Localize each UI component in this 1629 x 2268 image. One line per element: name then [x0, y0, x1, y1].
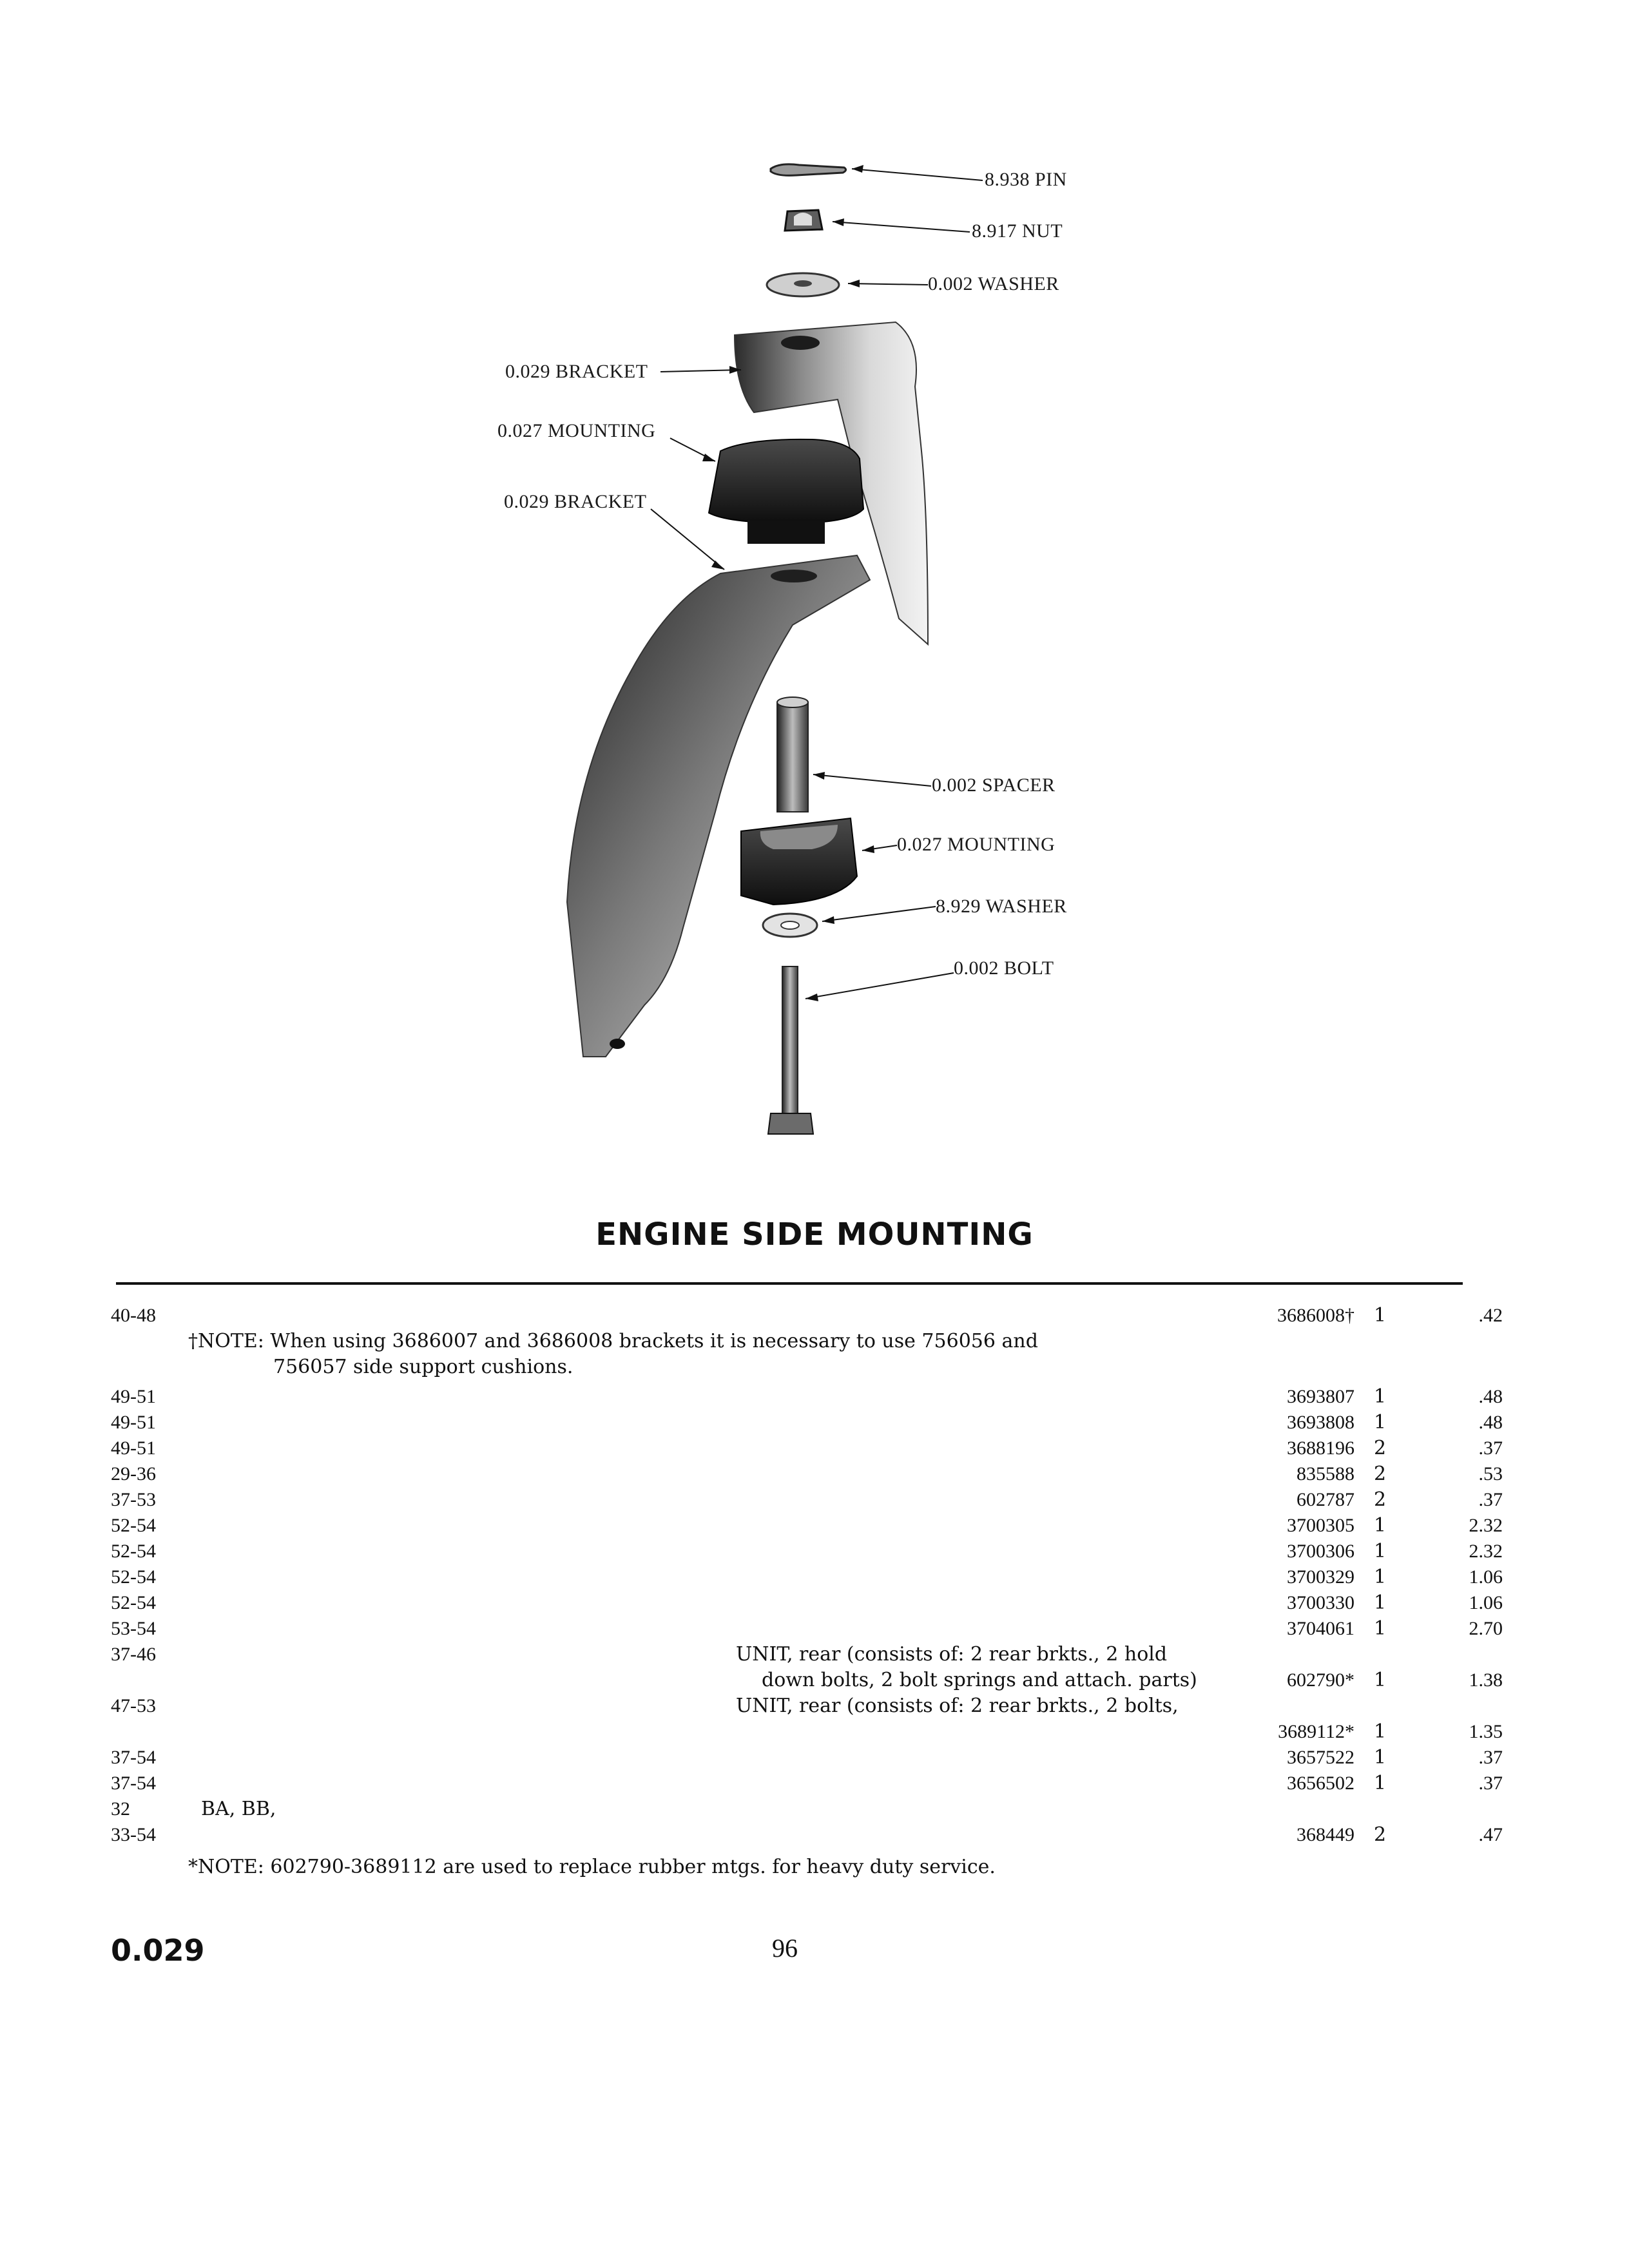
- qty-cell: 1: [1374, 1514, 1387, 1537]
- table-row-continuation: [111, 1719, 1503, 1745]
- price-cell: .42: [1478, 1305, 1503, 1326]
- part-number-cell: 3693808: [1287, 1412, 1354, 1433]
- castle-nut-part: [785, 210, 822, 231]
- years-cell: 52-54: [111, 1515, 156, 1536]
- spacer-part: [777, 697, 808, 812]
- part-number-cell: 3700306: [1287, 1541, 1354, 1562]
- qty-cell: 1: [1374, 1617, 1387, 1640]
- price-cell: .37: [1478, 1773, 1503, 1794]
- part-number-cell: 3686008†: [1277, 1305, 1354, 1326]
- qty-cell: 1: [1374, 1772, 1387, 1794]
- qty-cell: 1: [1374, 1411, 1387, 1434]
- part-number-cell: 3689112*: [1278, 1721, 1354, 1742]
- qty-cell: 1: [1374, 1385, 1387, 1408]
- desc-cell: UNIT, rear (consists of: 2 rear brkts., 2 hold: [736, 1643, 1168, 1666]
- table-row: [111, 1303, 1503, 1329]
- price-cell: 2.32: [1469, 1541, 1503, 1562]
- part-number-cell: 3657522: [1287, 1747, 1354, 1768]
- price-cell: .47: [1478, 1824, 1503, 1845]
- page-number: 96: [772, 1934, 798, 1963]
- price-cell: 2.70: [1469, 1618, 1503, 1639]
- table-row: [111, 1745, 1503, 1771]
- footer-section-code: 0.029: [111, 1933, 205, 1968]
- qty-cell: 2: [1374, 1437, 1387, 1459]
- qty-cell: 1: [1374, 1304, 1387, 1327]
- upper-rubber-mounting-part: [709, 439, 863, 544]
- table-row: [111, 1487, 1503, 1513]
- years-cell: 47-53: [111, 1695, 156, 1716]
- table-row: [111, 1693, 1412, 1719]
- qty-cell: 1: [1374, 1669, 1387, 1691]
- years-cell: 33-54: [111, 1824, 156, 1845]
- callout-nut: 8.917 NUT: [972, 220, 1063, 242]
- years-cell: 49-51: [111, 1437, 156, 1459]
- qty-cell: 1: [1374, 1591, 1387, 1614]
- part-number-cell: 3656502: [1287, 1773, 1354, 1794]
- part-number-cell: 3700329: [1287, 1566, 1354, 1588]
- model-cell: BA, BB,: [201, 1798, 276, 1820]
- lower-rubber-mounting-part: [741, 818, 857, 905]
- years-cell: 52-54: [111, 1566, 156, 1588]
- qty-cell: 2: [1374, 1463, 1387, 1485]
- bottom-washer-part: [763, 914, 817, 937]
- title-rule: [116, 1282, 1463, 1285]
- price-cell: 2.32: [1469, 1515, 1503, 1536]
- years-cell: 32: [111, 1798, 130, 1820]
- price-cell: .37: [1478, 1437, 1503, 1459]
- table-row: [111, 1822, 1503, 1848]
- table-row: [111, 1539, 1503, 1564]
- qty-cell: 2: [1374, 1488, 1387, 1511]
- years-cell: 52-54: [111, 1592, 156, 1613]
- callout-mounting-upper: 0.027 MOUNTING: [497, 420, 656, 441]
- table-row: [111, 1410, 1503, 1436]
- qty-cell: 2: [1374, 1823, 1387, 1846]
- callout-bolt: 0.002 BOLT: [954, 957, 1054, 979]
- table-row: [111, 1642, 1412, 1667]
- price-cell: .53: [1478, 1463, 1503, 1485]
- price-cell: 1.38: [1469, 1669, 1503, 1691]
- dagger-note-line2: 756057 side support cushions.: [273, 1356, 574, 1378]
- years-cell: 37-53: [111, 1489, 156, 1510]
- part-number-cell: 3688196: [1287, 1437, 1354, 1459]
- part-number-cell: 602787: [1296, 1489, 1354, 1510]
- callout-pin: 8.938 PIN: [985, 169, 1067, 190]
- table-row-continuation: [111, 1667, 1503, 1693]
- price-cell: .48: [1478, 1386, 1503, 1407]
- qty-cell: 1: [1374, 1540, 1387, 1562]
- part-number-cell: 3704061: [1287, 1618, 1354, 1639]
- years-cell: 37-54: [111, 1747, 156, 1768]
- years-cell: 37-54: [111, 1773, 156, 1794]
- cotter-pin-part: [771, 164, 846, 176]
- table-row: [111, 1590, 1503, 1616]
- years-cell: 52-54: [111, 1541, 156, 1562]
- top-washer-part: [767, 273, 839, 296]
- callout-bracket-upper: 0.029 BRACKET: [505, 361, 648, 382]
- qty-cell: 1: [1374, 1746, 1387, 1769]
- callout-mounting-lower: 0.027 MOUNTING: [897, 834, 1055, 855]
- callout-washer-bottom: 8.929 WASHER: [936, 896, 1067, 917]
- table-row: [111, 1796, 1412, 1822]
- part-number-cell: 3700330: [1287, 1592, 1354, 1613]
- years-cell: 29-36: [111, 1463, 156, 1485]
- price-cell: 1.06: [1469, 1566, 1503, 1588]
- callout-bracket-lower: 0.029 BRACKET: [504, 491, 647, 512]
- lower-bracket-part: [567, 555, 870, 1057]
- star-note: *NOTE: 602790-3689112 are used to replace rubber mtgs. for heavy duty service.: [188, 1856, 996, 1878]
- part-number-cell: 835588: [1296, 1463, 1354, 1485]
- price-cell: 1.06: [1469, 1592, 1503, 1613]
- parts-table: [111, 1303, 1503, 1878]
- table-row: [111, 1436, 1503, 1461]
- table-row: [111, 1384, 1503, 1410]
- table-row: [111, 1461, 1503, 1487]
- callout-spacer: 0.002 SPACER: [932, 774, 1055, 796]
- years-cell: 49-51: [111, 1386, 156, 1407]
- desc-cell: UNIT, rear (consists of: 2 rear brkts., 2 bolts,: [736, 1695, 1179, 1717]
- price-cell: 1.35: [1469, 1721, 1503, 1742]
- years-cell: 37-46: [111, 1644, 156, 1665]
- callout-washer-top: 0.002 WASHER: [928, 273, 1059, 294]
- qty-cell: 1: [1374, 1566, 1387, 1588]
- section-title: ENGINE SIDE MOUNTING: [595, 1216, 1034, 1253]
- desc-continuation-cell: down bolts, 2 bolt springs and attach. parts): [762, 1669, 1197, 1691]
- part-number-cell: 3693807: [1287, 1386, 1354, 1407]
- table-row: [111, 1616, 1503, 1642]
- years-cell: 49-51: [111, 1412, 156, 1433]
- price-cell: .37: [1478, 1747, 1503, 1768]
- table-row: [111, 1513, 1503, 1539]
- years-cell: 40-48: [111, 1305, 156, 1326]
- table-row: [111, 1771, 1503, 1796]
- bolt-part: [768, 966, 813, 1134]
- years-cell: 53-54: [111, 1618, 156, 1639]
- price-cell: .48: [1478, 1412, 1503, 1433]
- qty-cell: 1: [1374, 1720, 1387, 1743]
- part-number-cell: 3700305: [1287, 1515, 1354, 1536]
- dagger-note-line1: †NOTE: When using 3686007 and 3686008 brackets it is necessary to use 756056 and: [188, 1330, 1038, 1352]
- part-number-cell: 368449: [1296, 1824, 1354, 1845]
- table-row: [111, 1564, 1503, 1590]
- part-number-cell: 602790*: [1287, 1669, 1354, 1691]
- price-cell: .37: [1478, 1489, 1503, 1510]
